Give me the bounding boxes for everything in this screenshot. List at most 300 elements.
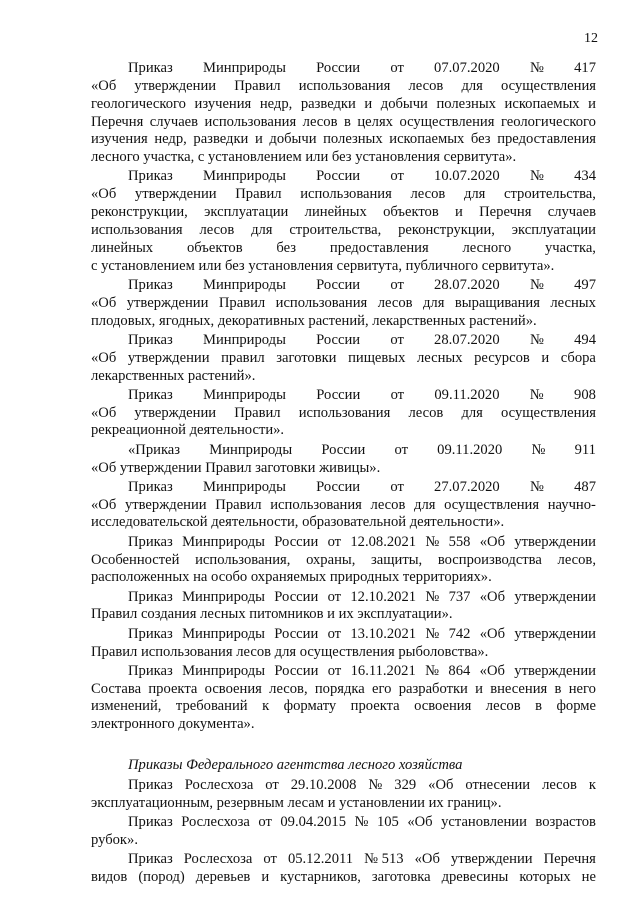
word: требований <box>175 698 248 715</box>
order-paragraph <box>91 442 596 478</box>
word: России <box>316 478 361 495</box>
text-line <box>91 851 596 869</box>
word: использования, <box>195 551 291 568</box>
word: России <box>316 331 361 348</box>
word: лесов, <box>269 680 308 697</box>
word: от <box>327 533 342 550</box>
word: полезных <box>436 95 496 112</box>
text-line <box>91 387 596 405</box>
word: утверждении <box>124 496 207 513</box>
text-line <box>91 168 596 186</box>
word: 09.11.2020 <box>437 441 503 458</box>
word: лесного участка, с установлением или без установления сервитута». <box>91 149 517 166</box>
word: разведки <box>193 131 249 148</box>
word: «Об <box>428 776 454 793</box>
word: 497 <box>574 276 596 293</box>
word: 27.07.2020 <box>434 478 500 495</box>
forestry-agency-orders-list <box>91 777 596 887</box>
section-heading: Приказы Федерального агентства лесного хозяйства <box>128 757 463 774</box>
word: России <box>316 60 361 76</box>
word: России <box>321 441 366 458</box>
text-line <box>91 277 596 295</box>
document-body <box>91 60 596 888</box>
word: Рослесхоза <box>181 814 250 831</box>
word: формату <box>283 698 337 715</box>
text-line <box>91 681 596 699</box>
text-line <box>91 96 596 114</box>
word: 911 <box>574 441 596 458</box>
word: без <box>276 239 297 256</box>
word: пищевых <box>348 349 406 366</box>
word: утверждении <box>514 625 596 642</box>
word: изучения <box>194 95 252 112</box>
text-line <box>91 514 596 532</box>
word: Приказ <box>128 478 173 495</box>
word: установлении <box>441 814 527 831</box>
word: «Об <box>91 349 117 366</box>
text-line <box>91 313 596 331</box>
word: (пород) <box>138 868 185 885</box>
word: «Об <box>479 625 506 642</box>
word: от <box>327 625 342 642</box>
word: объектов <box>383 204 439 221</box>
text-line <box>91 795 596 813</box>
word: России <box>274 588 319 605</box>
word: 12.08.2021 <box>350 533 417 550</box>
word: исследовательской деятельности, образовательной деятельности». <box>91 514 505 531</box>
word: для <box>423 294 445 311</box>
word: сбора <box>560 349 596 366</box>
word: для <box>461 404 483 421</box>
word: реконструкции, <box>91 204 188 221</box>
word: утверждении <box>127 349 210 366</box>
word: 05.12.2011 <box>287 851 354 868</box>
word: плодовых, ягодных, декоративных растений, лекарственных растений». <box>91 312 537 329</box>
word: 28.07.2020 <box>434 331 500 348</box>
word: 28.07.2020 <box>434 276 500 293</box>
word: «Об утверждении Правил заготовки живицы». <box>91 459 381 476</box>
word: Минприроды <box>182 662 266 679</box>
word: осуществления <box>501 77 596 94</box>
order-paragraph <box>91 851 596 887</box>
text-line <box>91 589 596 607</box>
word: древесины <box>441 868 509 885</box>
word: лесов <box>199 221 235 238</box>
word: осуществления <box>501 404 596 421</box>
word: строительства, <box>504 186 596 203</box>
word: лесов <box>485 698 521 715</box>
text-line <box>91 368 596 386</box>
word: предоставления <box>497 131 596 148</box>
word: добычи <box>380 95 428 112</box>
word: и <box>455 204 463 221</box>
word: Минприроды <box>202 168 286 185</box>
word: использования <box>204 113 297 130</box>
word: использования <box>91 221 183 238</box>
text-line <box>91 569 596 587</box>
word: Приказ <box>128 662 173 679</box>
order-paragraph <box>91 777 596 813</box>
word: № <box>529 386 544 403</box>
word: Перечня <box>479 204 532 221</box>
text-line <box>91 644 596 662</box>
text-line <box>91 149 596 167</box>
word: 09.11.2020 <box>434 386 500 403</box>
word: которых <box>519 868 571 885</box>
word: использования <box>275 294 368 311</box>
text-line <box>91 78 596 96</box>
word: Правил создания лесных питомников и их эксплуатации». <box>91 606 453 623</box>
word: внесения <box>490 680 548 697</box>
word: Минприроды <box>202 276 286 293</box>
word: расположенных на особо охраняемых природных территориях». <box>91 569 492 586</box>
word: утверждении <box>514 588 596 605</box>
order-paragraph <box>91 332 596 386</box>
word: Минприроды <box>182 625 265 642</box>
word: эксплуатационным, резервным лесам и установлении их границ». <box>91 794 502 811</box>
word: 10.07.2020 <box>434 168 500 185</box>
word: лесных <box>416 349 463 366</box>
word: Приказ <box>128 814 173 831</box>
word: освоения <box>204 680 262 697</box>
word: ископаемых <box>389 131 465 148</box>
word: объектов <box>186 239 243 256</box>
text-line <box>91 832 596 850</box>
text-line <box>91 777 596 795</box>
text-line <box>91 204 596 222</box>
word: проекта <box>148 680 198 697</box>
order-paragraph <box>91 814 596 850</box>
word: полезных <box>323 131 383 148</box>
word: от <box>390 331 404 348</box>
text-line <box>91 405 596 423</box>
text-line <box>91 626 596 644</box>
word: и <box>541 349 550 366</box>
order-paragraph <box>91 168 596 275</box>
word: от <box>327 662 342 679</box>
word: «Об <box>479 588 506 605</box>
word: Приказ <box>128 168 173 185</box>
text-line <box>91 186 596 204</box>
word: Приказ <box>128 60 173 76</box>
word: электронного документа». <box>91 716 255 733</box>
word: и <box>475 680 483 697</box>
word: для <box>461 77 483 94</box>
page-number: 12 <box>584 31 598 46</box>
word: рубок». <box>91 831 138 848</box>
word: использования <box>270 496 362 513</box>
word: Минприроды <box>202 478 286 495</box>
word: от <box>390 168 404 185</box>
word: ресурсов <box>474 349 530 366</box>
word: и <box>588 95 596 112</box>
word: ископаемых <box>504 95 580 112</box>
word: 09.04.2015 <box>280 814 347 831</box>
word: Приказ <box>128 588 173 605</box>
word: в <box>343 113 351 130</box>
word: видов <box>91 868 128 885</box>
word: от <box>258 814 272 831</box>
word: лекарственных растений». <box>91 367 256 384</box>
word: «Об <box>479 662 505 679</box>
word: добычи <box>269 131 317 148</box>
order-paragraph <box>91 663 596 734</box>
word: Состава <box>91 680 142 697</box>
word: для <box>251 221 273 238</box>
word: «Об <box>91 404 117 421</box>
word: лесов <box>410 186 446 203</box>
word: для <box>414 496 436 513</box>
text-line <box>91 422 596 440</box>
word: «Об <box>91 496 117 513</box>
order-paragraph <box>91 534 596 588</box>
text-line <box>91 222 596 240</box>
text-line <box>91 716 596 734</box>
word: № <box>531 441 546 458</box>
word: от <box>390 276 404 293</box>
text-line <box>91 295 596 313</box>
word: и <box>364 95 373 112</box>
word: рекреационной деятельности». <box>91 422 285 439</box>
word: заготовка <box>371 868 431 885</box>
word: осуществления <box>399 113 495 130</box>
word: № <box>425 625 440 642</box>
word: Приказ <box>128 625 173 642</box>
word: возрастов <box>535 814 596 831</box>
word: «Об <box>91 77 117 94</box>
word: «Об <box>91 186 117 203</box>
text-line <box>91 606 596 624</box>
text-line <box>91 442 596 460</box>
word: Минприроды <box>209 441 293 458</box>
word: утверждении <box>450 851 533 868</box>
word: и <box>261 868 270 885</box>
word: Минприроды <box>202 331 286 348</box>
word: линейных <box>304 204 367 221</box>
word: Приказ <box>128 386 173 403</box>
word: изменений, <box>91 698 162 715</box>
word: лесов <box>408 404 444 421</box>
word: 434 <box>574 168 596 185</box>
text-line <box>91 663 596 681</box>
word: от <box>390 478 404 495</box>
word: в <box>554 680 562 697</box>
word: эксплуатации <box>511 221 596 238</box>
word: Особенностей <box>91 551 180 568</box>
word: № <box>529 478 544 495</box>
word: 16.11.2021 <box>350 662 416 679</box>
word: предоставления <box>329 239 429 256</box>
word: разработки <box>398 680 468 697</box>
word: Минприроды <box>202 60 286 76</box>
word: Правил <box>234 77 281 94</box>
order-paragraph <box>91 277 596 331</box>
word: Приказ <box>128 276 173 293</box>
word: Правил <box>235 186 282 203</box>
word: отнесении <box>465 776 531 793</box>
word: Рослесхоза <box>183 851 253 868</box>
word: 908 <box>574 386 596 403</box>
word: «Об <box>91 294 117 311</box>
word: от <box>265 776 279 793</box>
text-line <box>91 258 596 276</box>
word: охраны, <box>306 551 356 568</box>
word: утверждении <box>134 186 217 203</box>
word: «Об <box>407 814 433 831</box>
order-paragraph <box>91 589 596 625</box>
word: от <box>327 588 342 605</box>
word: № <box>529 168 544 185</box>
word: геологического <box>500 113 596 130</box>
text-line <box>91 497 596 515</box>
word: 742 <box>448 625 471 642</box>
word: линейных <box>91 239 154 256</box>
word: Минприроды <box>182 588 265 605</box>
word: Минприроды <box>203 386 286 403</box>
word: 558 <box>448 533 471 550</box>
text-line <box>91 350 596 368</box>
word: к <box>262 698 270 715</box>
text-line <box>91 114 596 132</box>
word: № 513 <box>364 851 404 868</box>
text-line <box>91 534 596 552</box>
word: недр, <box>259 95 293 112</box>
word: «Об <box>414 851 440 868</box>
word: реконструкции, <box>398 221 495 238</box>
word: «Приказ <box>128 441 181 458</box>
word: без <box>470 131 491 148</box>
word: правил <box>221 349 265 366</box>
word: порядка <box>314 680 365 697</box>
ministry-orders-list <box>91 60 596 734</box>
word: Перечня <box>91 113 144 130</box>
word: России <box>274 625 319 642</box>
word: № <box>425 662 440 679</box>
word: Приказ <box>128 331 173 348</box>
word: Рослесхоза <box>184 776 254 793</box>
word: 864 <box>448 662 471 679</box>
word: утверждении <box>134 77 217 94</box>
word: Правил <box>215 496 262 513</box>
word: России <box>316 276 361 293</box>
text-line <box>91 332 596 350</box>
word: России <box>274 662 319 679</box>
word: деревьев <box>195 868 251 885</box>
word: № <box>529 276 544 293</box>
order-paragraph <box>91 60 596 167</box>
word: проекта <box>350 698 400 715</box>
word: разведки <box>300 95 356 112</box>
text-line <box>91 240 596 258</box>
word: целях <box>357 113 393 130</box>
word: Приказ <box>128 851 173 868</box>
word: выращивания <box>454 294 540 311</box>
word: утверждении <box>134 404 217 421</box>
word: случаев <box>547 204 596 221</box>
word: использования <box>298 77 391 94</box>
word: от <box>390 386 405 403</box>
word: Правил использования лесов для осуществления рыболовства». <box>91 643 489 660</box>
word: России <box>316 386 361 403</box>
word: Перечня <box>543 851 596 868</box>
text-line <box>91 814 596 832</box>
word: лесов <box>542 776 577 793</box>
word: освоения <box>414 698 472 715</box>
word: лесов, <box>557 551 596 568</box>
word: от <box>390 60 404 76</box>
word: утверждении <box>514 533 596 550</box>
word: 737 <box>448 588 471 605</box>
text-line <box>91 60 596 78</box>
word: утверждении <box>514 662 596 679</box>
word: с установлением или без установления сервитута, публичного сервитута». <box>91 257 555 274</box>
word: лесов <box>377 294 413 311</box>
word: № <box>368 776 383 793</box>
word: 417 <box>574 60 596 76</box>
word: и <box>254 131 263 148</box>
word: не <box>581 868 596 885</box>
word: заготовки <box>276 349 337 366</box>
word: 487 <box>574 478 596 495</box>
word: 105 <box>376 814 399 831</box>
order-paragraph <box>91 479 596 533</box>
word: к <box>588 776 596 793</box>
word: 29.10.2008 <box>290 776 357 793</box>
word: № <box>425 588 440 605</box>
word: в <box>535 698 542 715</box>
word: 12.10.2021 <box>350 588 417 605</box>
text-line <box>91 131 596 149</box>
word: строительства, <box>289 221 382 238</box>
word: его <box>372 680 392 697</box>
word: 494 <box>574 331 596 348</box>
order-paragraph <box>91 387 596 441</box>
word: для <box>463 186 486 203</box>
word: России <box>316 168 361 185</box>
word: лесного <box>462 239 512 256</box>
word: форме <box>556 698 596 715</box>
word: кустарников, <box>280 868 361 885</box>
word: Приказ <box>128 533 173 550</box>
word: № <box>354 814 369 831</box>
word: воспроизводства <box>437 551 542 568</box>
word: защиты, <box>371 551 423 568</box>
word: лесов <box>302 113 338 130</box>
word: случаев <box>149 113 199 130</box>
word: № <box>425 533 440 550</box>
word: использования <box>298 404 391 421</box>
word: от <box>394 441 408 458</box>
word: 13.10.2021 <box>350 625 417 642</box>
word: Приказ <box>128 776 173 793</box>
order-paragraph <box>91 626 596 662</box>
word: утверждении <box>126 294 209 311</box>
word: недр, <box>154 131 187 148</box>
word: участка, <box>544 239 596 256</box>
word: него <box>568 680 596 697</box>
word: осуществления <box>444 496 540 513</box>
word: лесных <box>550 294 596 311</box>
word: эксплуатации <box>204 204 289 221</box>
word: № <box>529 60 544 76</box>
word: геологического <box>91 95 186 112</box>
text-line <box>91 698 596 716</box>
text-line <box>91 479 596 497</box>
word: использования <box>300 186 392 203</box>
word: Правил <box>218 294 266 311</box>
word: № <box>529 331 544 348</box>
text-line <box>91 460 596 478</box>
